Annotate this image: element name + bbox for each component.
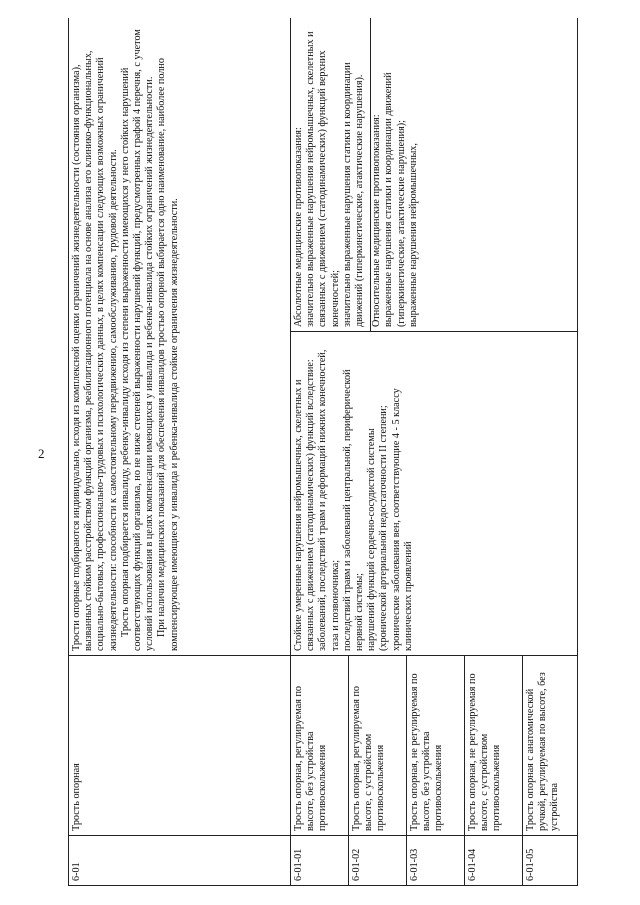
sub-name: Трость опорная, не регулируемая по высоте, с устройством противоскольжения [465,656,523,836]
contraindications-relative: Относительные медицинские противопоказания: выраженные нарушения статики и координации движений (гиперкинетические, атактические нарушения); выраженные нарушения нейромышечных, [371,72,419,327]
device-table [68,18,578,886]
description-paragraph: Трости опорные подбираются индивидуально, исходя из комплексной оценки ограничений жизнедеятельности (состояния организма), вызванных стойким расстройством функций организма, реабилитационного потенциала на основе анализа его клинико-функциональных, социально-бытовых, профессионально-трудовых и психологических данных, в целях компенсации следующих возможных ограничений жизнедеятельности: способности к самостоятельному передвижению, самообслуживанию, трудовой деятельности. [71,50,119,651]
main-code: 6-01 [69,836,291,886]
sub-code: 6-01-01 [291,836,349,886]
main-description [69,18,291,656]
indications-cell: Стойкие умеренные нарушения нейромышечных, скелетных и связанных с движением (статодинамических) функций вследствие: заболеваний, последствий травм и деформаций нижних конечностей, таза и позвоночника; последствий травм и заболеваний центральной, периферической нервной системы; нарушений функций сердечно-сосудистой системы (хронической артериальной недостаточности II степени; хронические заболевания вен, соответствующие 4 - 5 классу клинических проявлений [291,332,578,656]
contraindications-absolute: Абсолютные медицинские противопоказания: значительно выраженные нарушения нейромышечных, скелетных и связанных с движением (статодинамических) функций верхних конечностей; значительно выраженные нарушения статики и координации движений (гиперкинетические, атактические нарушения). [293,31,366,327]
description-paragraph: При наличии медицинских показаний для обеспечения инвалидов тростью опорной выбирается одно наименование, наиболее полно компенсирующее имеющиеся у инвалида и ребенка-инвалида стойкие ограничения жизнедеятельности. [156,58,180,651]
sub-code: 6-01-02 [349,836,407,886]
description-paragraph: Трость опорная подбирается инвалиду, ребенку-инвалиду исходя из степени выраженности имеющихся у него стойких нарушений соответствующих функций организма, но не ниже степеней выраженности нарушений функций, предусмотренных графой 4 перечня, с учетом условий использования в целях компенсации имеющихся у инвалида и ребенка-инвалида стойких ограничений жизнедеятельности. [119,29,156,651]
sub-name: Трость опорная, не регулируемая по высоте, без устройства противоскольжения [407,656,465,836]
sub-code: 6-01-03 [407,836,465,886]
sub-name: Трость опорная, регулируемая по высоте, без устройства противоскольжения [291,656,349,836]
sub-row [291,18,349,886]
sub-code: 6-01-04 [465,836,523,886]
page-number: 2 [38,446,45,461]
rotated-table-container [68,18,578,886]
sub-code: 6-01-05 [523,836,578,886]
contraindications-cell [291,18,578,332]
main-row [69,18,291,886]
sub-name: Трость опорная, регулируемая по высоте, с устройством противоскольжения [349,656,407,836]
scanned-page [68,18,578,886]
sub-name: Трость опорная с анатомической ручкой, регулируемая по высоте, без устройства [523,656,578,836]
main-name: Трость опорная [69,656,291,836]
